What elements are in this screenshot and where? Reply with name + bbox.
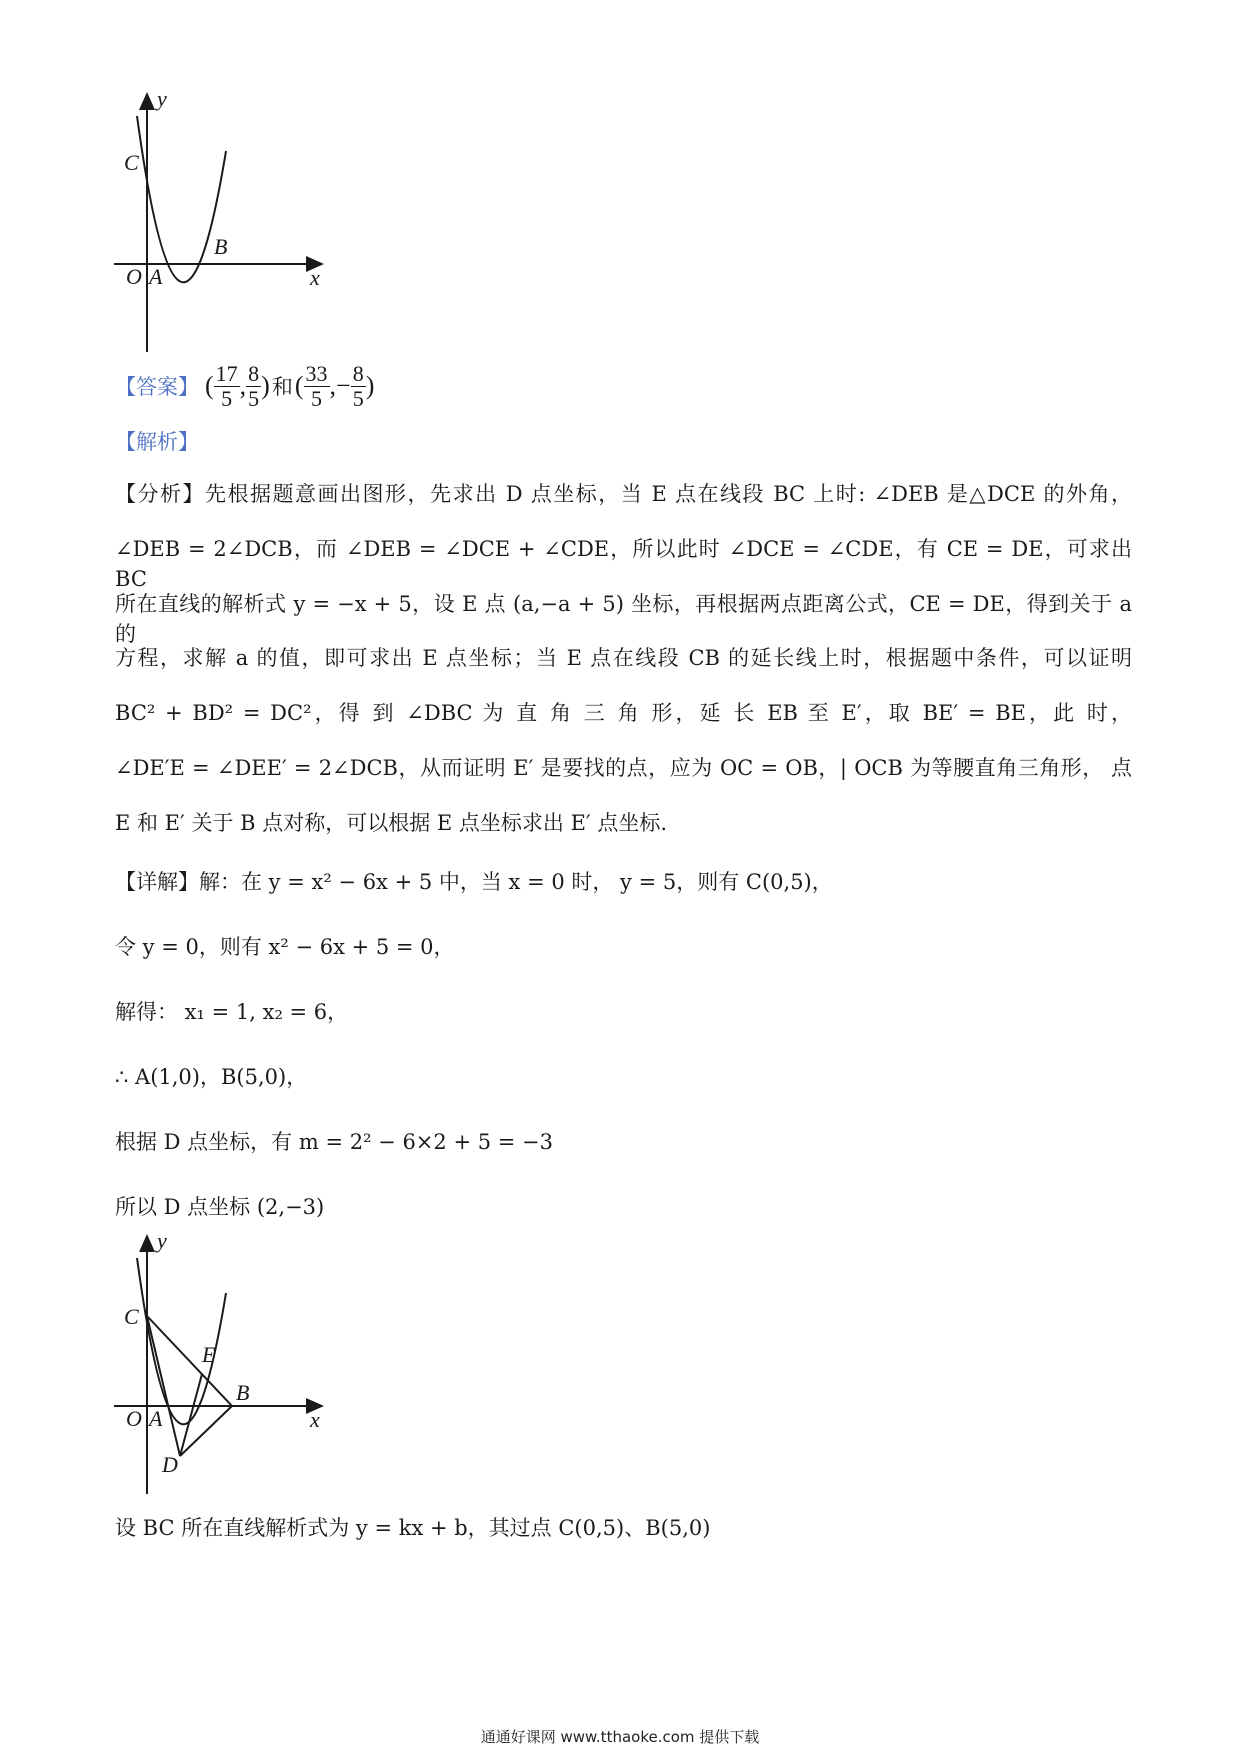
open-paren-2: ( bbox=[294, 371, 304, 400]
x-axis-label-2: x bbox=[310, 1407, 320, 1432]
comma-2: , bbox=[329, 371, 337, 400]
answer-line bbox=[115, 356, 374, 416]
point-a-label: A bbox=[149, 264, 163, 289]
close-paren: ) bbox=[261, 371, 270, 400]
fraction-y2: $\frac{8}{5}$ bbox=[352, 360, 364, 411]
fraction-y1: $\frac{8}{5}$ bbox=[248, 360, 260, 411]
point-a-label-2: A bbox=[149, 1406, 163, 1431]
parabola-curve bbox=[137, 116, 226, 282]
paragraph-line-7: E 和 E′ 关于 B 点对称，可以根据 E 点坐标求出 E′ 点坐标. bbox=[115, 811, 668, 835]
y-axis-label-2: y bbox=[157, 1232, 167, 1253]
origin-label: O bbox=[126, 264, 142, 289]
point-d-label: D bbox=[162, 1452, 178, 1477]
point-c-label-2: C bbox=[124, 1304, 139, 1329]
paragraph-line-4: 方程，求解 a 的值，即可求出 E 点坐标；当 E 点在线段 CB 的延长线上时，根据题中条件，可以证明 bbox=[115, 646, 1132, 670]
paragraph-line-2: ∠DEB = 2∠DCB，而 ∠DEB = ∠DCE + ∠CDE，所以此时 ∠DCE = ∠CDE，有 CE = DE，可求出 BC bbox=[115, 537, 1132, 591]
analysis-label: 【解析】 bbox=[115, 430, 199, 454]
segment-cd bbox=[147, 1316, 180, 1456]
step-line-2: 令 y = 0，则有 x² − 6x + 5 = 0， bbox=[115, 935, 455, 959]
footer-watermark: 通通好课网 www.tthaoke.com 提供下载 bbox=[480, 1728, 760, 1746]
paragraph-line-1: 【分析】先根据题意画出图形，先求出 D 点坐标，当 E 点在线段 BC 上时: ∠DEB 是△DCE 的外角， bbox=[115, 482, 1132, 506]
open-paren: ( bbox=[205, 371, 214, 400]
x-axis-label: x bbox=[310, 265, 320, 290]
fraction-x2: $\frac{33}{5}$ bbox=[305, 360, 328, 411]
paragraph-line-6: ∠DE′E = ∠DEE′ = 2∠DCB，从而证明 E′ 是要找的点，应为 OC = OB，| OCB 为等腰直角三角形， 点 bbox=[115, 756, 1132, 780]
parabola-figure-1 bbox=[110, 90, 340, 352]
bc-line-setup: 设 BC 所在直线解析式为 y = kx + b，其过点 C(0,5)、B(5,0) bbox=[115, 1516, 711, 1540]
step-line-1: 【详解】解：在 y = x² − 6x + 5 中，当 x = 0 时， y = 5，则有 C(0,5)， bbox=[115, 870, 833, 894]
minus-sign: − bbox=[336, 371, 351, 400]
y-axis-label: y bbox=[157, 90, 167, 111]
step-line-4: ∴ A(1,0)，B(5,0)， bbox=[115, 1065, 308, 1089]
point-e-label: E bbox=[202, 1342, 216, 1367]
point-b-label-2: B bbox=[236, 1380, 250, 1405]
parabola-figure-2 bbox=[110, 1232, 340, 1494]
answer-label: 【答案】 bbox=[115, 375, 199, 399]
answer-and: 和 bbox=[271, 375, 293, 399]
close-paren-2: ) bbox=[365, 371, 375, 400]
comma: , bbox=[239, 371, 247, 400]
segment-de bbox=[180, 1374, 202, 1456]
paragraph-line-5: BC² + BD² = DC²，得 到 ∠DBC 为 直 角 三 角 形，延 长 EB 至 E′，取 BE′ = BE，此 时， bbox=[115, 701, 1132, 725]
point-c-label: C bbox=[124, 150, 139, 175]
origin-label-2: O bbox=[126, 1406, 142, 1431]
segment-db bbox=[180, 1406, 232, 1456]
fraction-x1: $\frac{17}{5}$ bbox=[215, 360, 238, 411]
step-line-5: 根据 D 点坐标，有 m = 2² − 6×2 + 5 = −3 bbox=[115, 1130, 553, 1154]
paragraph-line-3: 所在直线的解析式 y = −x + 5，设 E 点 (a,−a + 5) 坐标，再根据两点距离公式，CE = DE，得到关于 a 的 bbox=[115, 592, 1132, 646]
point-b-label: B bbox=[214, 234, 228, 259]
step-line-6: 所以 D 点坐标 (2,−3) bbox=[115, 1195, 325, 1219]
step-line-3: 解得： x₁ = 1, x₂ = 6， bbox=[115, 1000, 349, 1024]
